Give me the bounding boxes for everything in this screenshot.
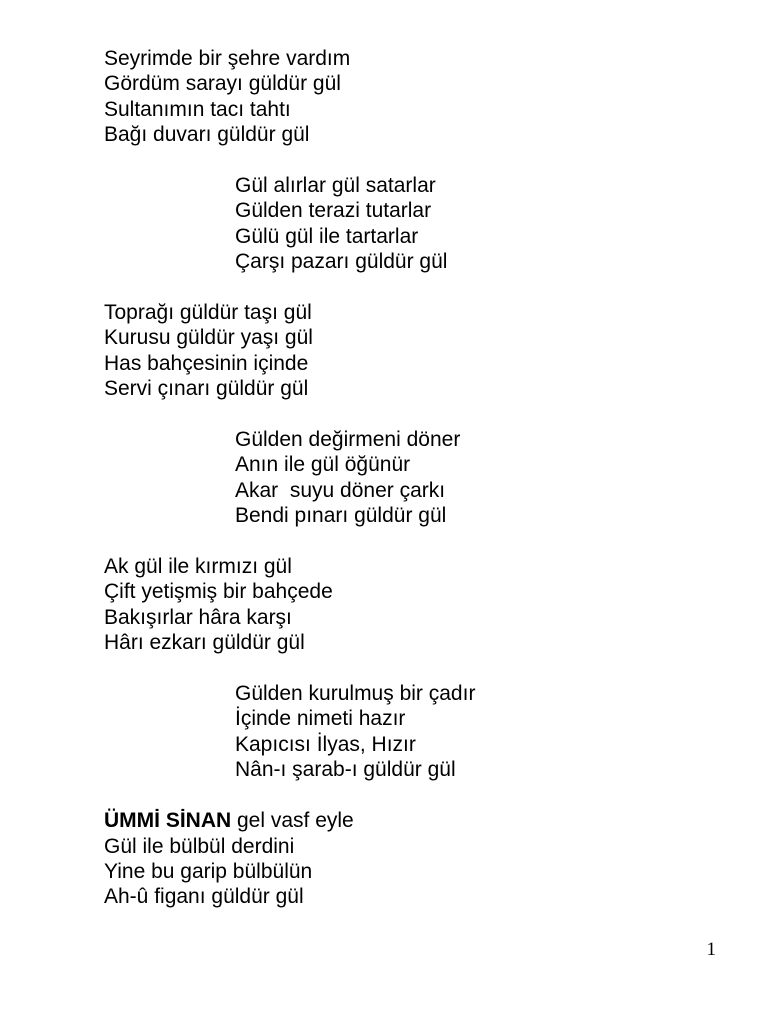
poem-line: Nân-ı şarab-ı güldür gül — [235, 758, 456, 782]
poem-line: Gül alırlar gül satarlar — [235, 174, 436, 198]
poem-line: Yine bu garip bülbülün — [104, 859, 313, 883]
poem-line: Gülden terazi tutarlar — [235, 199, 432, 223]
poem-line: Akar suyu döner çarkı — [235, 478, 446, 502]
poem-line: Çarşı pazarı güldür gül — [235, 250, 448, 274]
poem — [104, 46, 724, 935]
stanza-7 — [104, 808, 724, 910]
poem-line: Bendi pınarı güldür gül — [235, 504, 447, 528]
poem-line: Sultanımın tacı tahtı — [104, 97, 291, 121]
stanza-5 — [104, 554, 724, 656]
page-number: 1 — [706, 939, 716, 960]
poem-line: İçinde nimeti hazır — [235, 707, 406, 731]
poem-line: Ah-û figanı güldür gül — [104, 885, 304, 909]
poem-line: Çift yetişmiş bir bahçede — [104, 580, 333, 604]
poem-line: Bağı duvarı güldür gül — [104, 123, 310, 147]
poem-line: Has bahçesinin içinde — [104, 351, 309, 375]
stanza-4 — [104, 427, 724, 529]
poem-line: Hârı ezkarı güldür gül — [104, 631, 305, 655]
author-name: ÜMMİ SİNAN — [104, 809, 232, 833]
poem-line: Kurusu güldür yaşı gül — [104, 326, 313, 350]
poem-line-with-author — [104, 808, 724, 833]
poem-line: Toprağı güldür taşı gül — [104, 301, 312, 325]
poem-line: Gül ile bülbül derdini — [104, 834, 295, 858]
poem-line: Bakışırlar hâra karşı — [104, 605, 292, 629]
poem-line: Gülü gül ile tartarlar — [235, 224, 419, 248]
poem-line-rest: gel vasf eyle — [231, 809, 354, 833]
poem-line: Anın ile gül öğünür — [235, 453, 411, 477]
poem-line: Servi çınarı güldür gül — [104, 377, 309, 401]
poem-line: Ak gül ile kırmızı gül — [104, 555, 292, 579]
poem-line: Gülden kurulmuş bir çadır — [235, 682, 476, 706]
poem-line: Kapıcısı İlyas, Hızır — [235, 732, 416, 756]
stanza-2 — [104, 173, 724, 275]
stanza-1 — [104, 46, 724, 148]
stanza-3 — [104, 300, 724, 402]
poem-line: Gülden değirmeni döner — [235, 428, 461, 452]
stanza-6 — [104, 681, 724, 783]
poem-line: Seyrimde bir şehre vardım — [104, 47, 351, 70]
poem-line: Gördüm sarayı güldür gül — [104, 72, 341, 96]
